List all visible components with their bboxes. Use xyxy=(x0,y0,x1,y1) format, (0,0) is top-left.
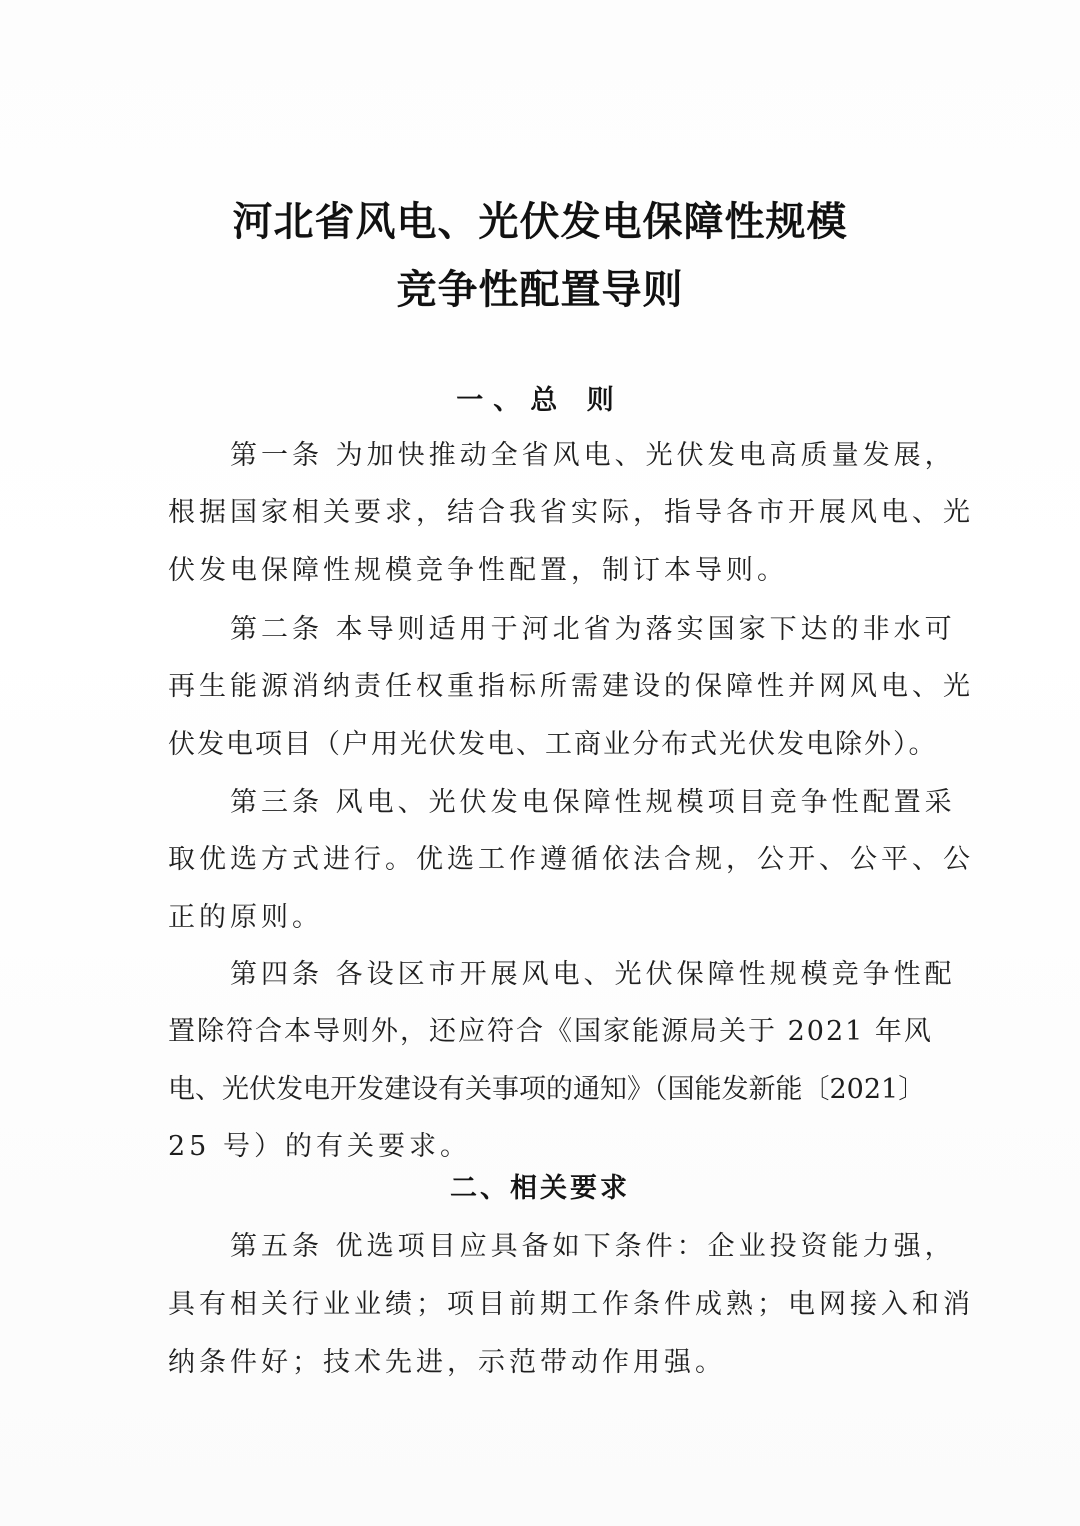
article-4-line-4: 25 号）的有关要求。 xyxy=(168,1131,471,1162)
article-4-line-3: 电、光伏发电开发建设有关事项的通知》（国能发新能〔2021〕 xyxy=(168,1074,926,1105)
article-3-line-1: 第三条 风电、光伏发电保障性规模项目竞争性配置采 xyxy=(230,787,956,818)
document-title-line-1: 河北省风电、光伏发电保障性规模 xyxy=(232,199,848,245)
article-5-line-3: 纳条件好；技术先进，示范带动作用强。 xyxy=(168,1347,726,1378)
article-2-line-1: 第二条 本导则适用于河北省为落实国家下达的非水可 xyxy=(230,614,956,645)
article-5-line-1: 第五条 优选项目应具备如下条件：企业投资能力强， xyxy=(230,1231,956,1262)
section-heading-requirements: 二、相关要求 xyxy=(450,1173,630,1204)
article-4-line-1: 第四条 各设区市开展风电、光伏保障性规模竞争性配 xyxy=(230,959,956,990)
article-2-line-3: 伏发电项目（户用光伏发电、工商业分布式光伏发电除外）。 xyxy=(168,729,938,760)
article-3-line-3: 正的原则。 xyxy=(168,902,323,933)
article-2-line-2: 再生能源消纳责任权重指标所需建设的保障性并网风电、光 xyxy=(168,671,974,702)
document-title-line-2: 竞争性配置导则 xyxy=(396,267,684,313)
article-1-line-1: 第一条 为加快推动全省风电、光伏发电高质量发展， xyxy=(230,440,956,471)
section-heading-general: 一、总 则 xyxy=(456,385,624,416)
article-1-line-3: 伏发电保障性规模竞争性配置，制订本导则。 xyxy=(168,555,788,586)
article-1-line-2: 根据国家相关要求，结合我省实际，指导各市开展风电、光 xyxy=(168,497,974,528)
article-4-line-2: 置除符合本导则外，还应符合《国家能源局关于 2021 年风 xyxy=(168,1016,933,1047)
article-5-line-2: 具有相关行业业绩；项目前期工作条件成熟；电网接入和消 xyxy=(168,1289,974,1320)
article-3-line-2: 取优选方式进行。优选工作遵循依法合规，公开、公平、公 xyxy=(168,844,974,875)
